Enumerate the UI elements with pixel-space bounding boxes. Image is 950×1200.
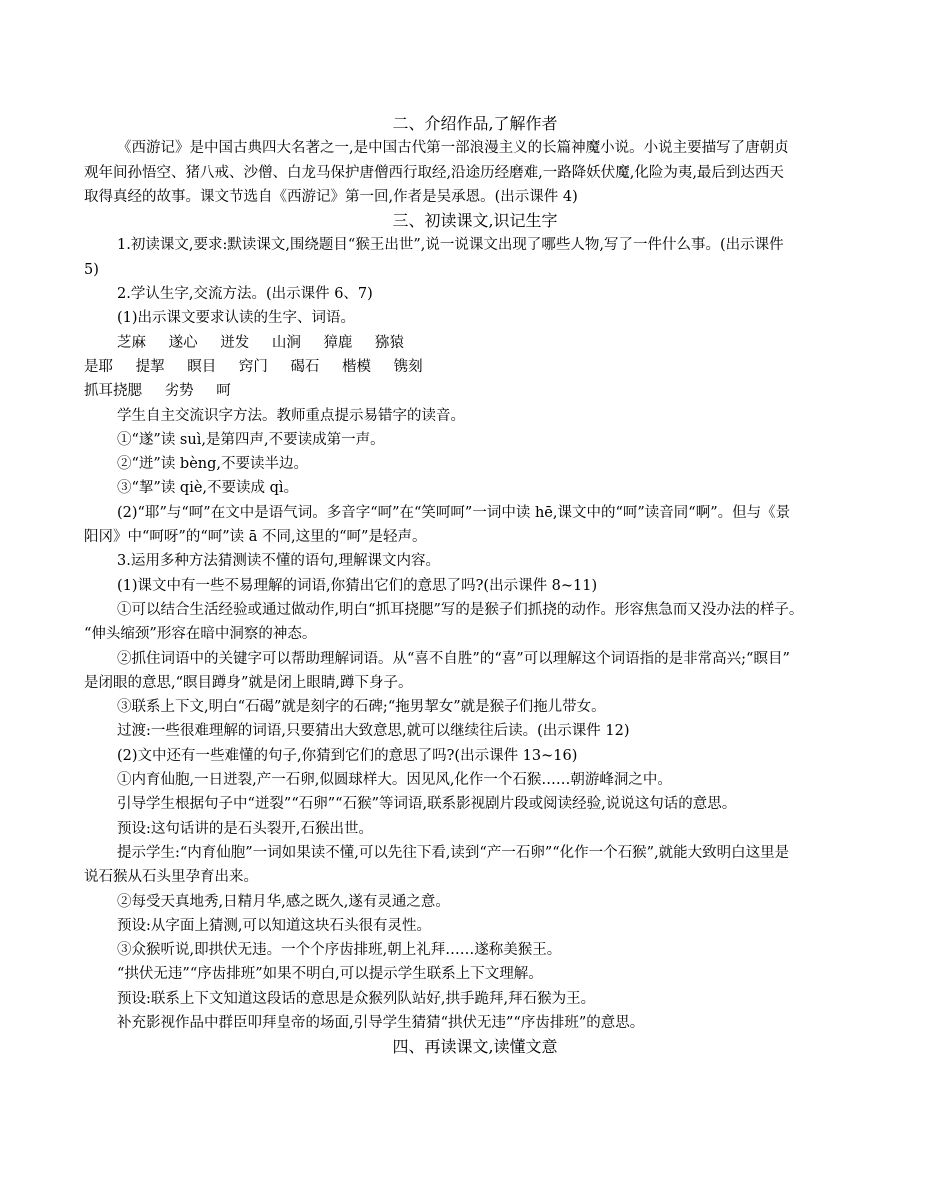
vocab-word: 猕猿 — [375, 334, 405, 351]
paragraph: 5) — [84, 261, 99, 278]
vocab-word: 迸发 — [220, 334, 250, 351]
vocab-word: 镌刻 — [393, 358, 423, 375]
paragraph: 是闭眼的意思,“瞑目蹲身”就是闭上眼睛,蹲下身子。 — [84, 674, 413, 691]
paragraph: ①可以结合生活经验或通过做动作,明白“抓耳挠腮”写的是猴子们抓挠的动作。形容焦急而又没办法的样子。 — [117, 601, 804, 618]
vocab-word: 瞑目 — [187, 358, 217, 375]
paragraph: 说石猴从石头里孕育出来。 — [84, 869, 258, 886]
paragraph: 2.学认生字,交流方法。(出示课件 6、7) — [117, 286, 373, 303]
vocab-row-3 — [0, 379, 950, 403]
paragraph: ③“挈”读 qiè,不要读成 qì。 — [117, 480, 299, 497]
paragraph: ②“迸”读 bèng,不要读半边。 — [117, 456, 309, 473]
vocab-word: 遂心 — [168, 334, 198, 351]
vocab-word: 山涧 — [271, 334, 301, 351]
vocab-word: 窍门 — [238, 358, 268, 375]
section-heading-4: 四、再读课文,读懂文意 — [392, 1037, 558, 1057]
paragraph: 补充影视作品中群臣叩拜皇帝的场面,引导学生猜猜“拱伏无违”“序齿排班”的意思。 — [117, 1014, 645, 1031]
section-heading-2: 二、介绍作品,了解作者 — [392, 114, 558, 133]
paragraph: 1.初读课文,要求:默读课文,围绕题目“猴王出世”,说一说课文出现了哪些人物,写了一件什么事。(出示课件 — [117, 237, 784, 254]
paragraph: ③联系上下文,明白“石碣”就是刻字的石碑;“拖男挈女”就是猴子们拖儿带女。 — [117, 699, 606, 716]
paragraph: (1)出示课文要求认读的生字、词语。 — [117, 310, 356, 327]
vocab-word: 劣势 — [164, 383, 194, 400]
intro-paragraph-line-1: 《西游记》是中国古典四大名著之一,是中国古代第一部浪漫主义的长篇神魔小说。小说主要描写了唐朝贞 — [117, 140, 789, 157]
paragraph: 过渡:一些很难理解的词语,只要猜出大致意思,就可以继续往后读。(出示课件 12) — [117, 723, 630, 740]
paragraph: 提示学生:“内育仙胞”一词如果读不懂,可以先往下看,读到“产一石卵”“化作一个石猴”,就能大致明白这里是 — [117, 844, 790, 861]
vocab-word: 呵 — [216, 383, 231, 400]
paragraph: (1)课文中有一些不易理解的词语,你猜出它们的意思了吗?(出示课件 8~11) — [117, 577, 598, 594]
paragraph: ②每受天真地秀,日精月华,感之既久,遂有灵通之意。 — [117, 893, 450, 910]
vocab-row-2 — [0, 355, 950, 379]
paragraph: ①“遂”读 suì,是第四声,不要读成第一声。 — [117, 431, 385, 448]
paragraph: 预设:联系上下文知道这段话的意思是众猴列队站好,拱手跪拜,拜石猴为王。 — [117, 990, 596, 1007]
vocab-row-1 — [0, 331, 950, 355]
paragraph: ②抓住词语中的关键字可以帮助理解词语。从“喜不自胜”的“喜”可以理解这个词语指的是非常高兴;“瞑目” — [117, 650, 790, 667]
vocab-word: 獐鹿 — [323, 334, 353, 351]
paragraph: (2)“耶”与“呵”在文中是语气词。多音字“呵”在“笑呵呵”一词中读 hē,课文中的“呵”读音同“啊”。但与《景 — [117, 504, 791, 521]
vocab-word: 楷模 — [342, 358, 372, 375]
vocab-word: 抓耳挠腮 — [84, 383, 142, 400]
paragraph: 引导学生根据句子中“迸裂”“石卵”“石猴”等词语,联系影视剧片段或阅读经验,说说这句话的意思。 — [117, 796, 737, 813]
vocab-word: 碣石 — [290, 358, 320, 375]
document-page — [0, 112, 950, 1060]
intro-paragraph-line-3: 取得真经的故事。课文节选自《西游记》第一回,作者是吴承恩。(出示课件 4) — [84, 188, 578, 205]
paragraph: “拱伏无违”“序齿排班”如果不明白,可以提示学生联系上下文理解。 — [117, 966, 543, 983]
section-heading-3: 三、初读课文,识记生字 — [392, 211, 558, 231]
intro-paragraph-line-2: 观年间孙悟空、猪八戒、沙僧、白龙马保护唐僧西行取经,沿途历经磨难,一路降妖伏魔,化险为夷,最后到达西天 — [84, 164, 784, 181]
paragraph: 阳冈》中“呵呀”的“呵”读 ā 不同,这里的“呵”是轻声。 — [84, 529, 427, 546]
paragraph: 预设:这句话讲的是石头裂开,石猴出世。 — [117, 820, 373, 837]
paragraph: 学生自主交流识字方法。教师重点提示易错字的读音。 — [117, 407, 465, 424]
paragraph: ①内育仙胞,一日迸裂,产一石卵,似圆球样大。因见风,化作一个石猴……朝游峰洞之中。 — [117, 772, 672, 789]
vocab-word: 提挈 — [135, 358, 165, 375]
paragraph: ③众猴听说,即拱伏无违。一个个序齿排班,朝上礼拜……遂称美猴王。 — [117, 942, 562, 959]
vocab-word: 是耶 — [84, 358, 113, 375]
paragraph: 3.运用多种方法猜测读不懂的语句,理解课文内容。 — [117, 553, 440, 570]
paragraph: 预设:从字面上猜测,可以知道这块石头很有灵性。 — [117, 917, 431, 934]
paragraph: (2)文中还有一些难懂的句子,你猜到它们的意思了吗?(出示课件 13~16) — [117, 747, 578, 764]
paragraph: “伸头缩颈”形容在暗中洞察的神态。 — [84, 626, 317, 643]
vocab-word: 芝麻 — [117, 334, 146, 351]
